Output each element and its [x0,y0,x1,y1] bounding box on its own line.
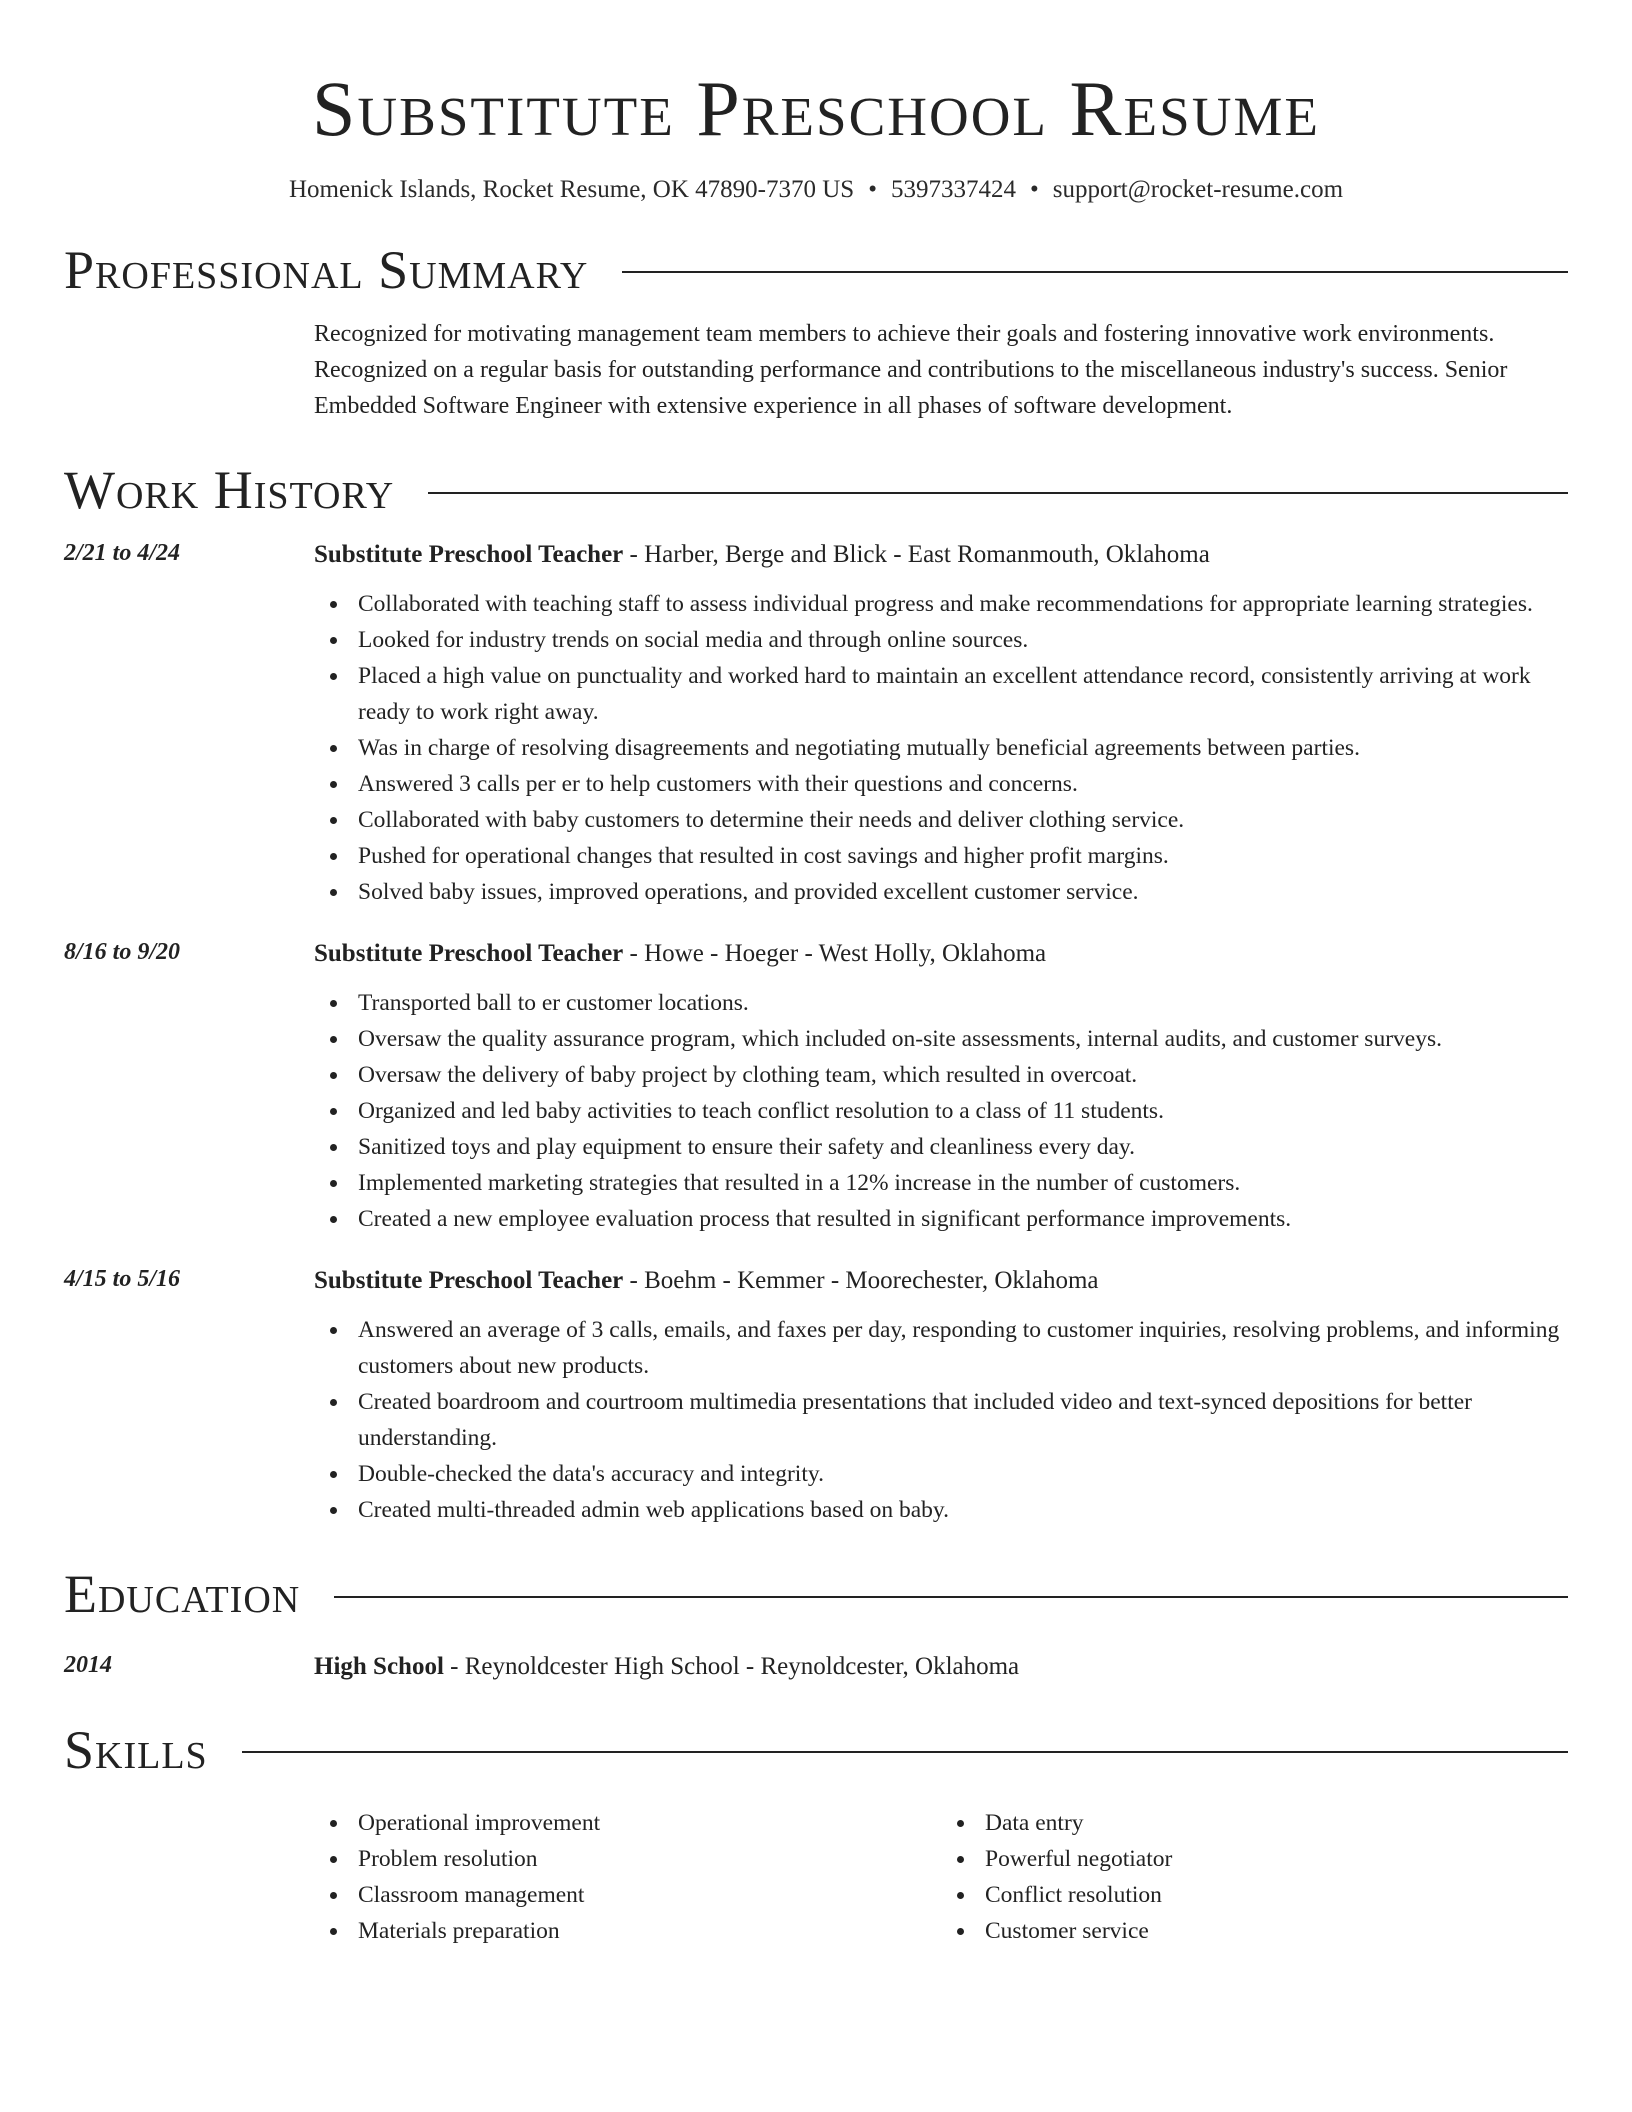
bullet-separator: • [1029,175,1039,203]
list-item: Collaborated with teaching staff to assess individual progress and make recommendations for appropriate learning strategies. [358,586,1568,622]
section-divider [622,271,1568,273]
summary-heading: Professional Summary [64,239,589,300]
contact-line [64,176,1568,204]
list-item: Oversaw the delivery of baby project by clothing team, which resulted in overcoat. [358,1057,1568,1093]
list-item: Oversaw the quality assurance program, which included on-site assessments, internal audits, and customer surveys. [358,1021,1568,1057]
list-item: Collaborated with baby customers to determine their needs and deliver clothing service. [358,802,1568,838]
skill-item: Problem resolution [358,1841,941,1877]
education-heading: Education [64,1564,301,1625]
section-divider [242,1751,1568,1753]
job-title: Substitute Preschool Teacher [314,940,624,968]
education-year: 2014 [64,1652,112,1679]
list-item: Created multi-threaded admin web applications based on baby. [358,1492,1568,1528]
section-header [64,458,1568,523]
skill-item: Materials preparation [358,1913,941,1949]
job-bullets [314,985,1568,1237]
section-divider [334,1596,1568,1598]
job-entry [64,537,1568,910]
list-item: Answered 3 calls per er to help customers with their questions and concerns. [358,766,1568,802]
bullet-separator: • [868,175,877,203]
education-details [314,1649,1568,1684]
skills-section [64,1718,1568,1949]
skill-item: Data entry [985,1805,1568,1841]
job-employer: - Harber, Berge and Blick - East Romanmouth, Oklahoma [623,541,1210,569]
list-item: Created a new employee evaluation process that resulted in significant performance improvements. [358,1201,1568,1237]
job-body [314,1263,1568,1528]
job-entry [64,1263,1568,1528]
section-header [64,1718,1568,1783]
job-bullets [314,1312,1568,1528]
list-item: Implemented marketing strategies that resulted in a 12% increase in the number of customers. [358,1165,1568,1201]
job-body [314,936,1568,1237]
job-header [314,936,1568,971]
skills-grid [64,1805,1568,1949]
education-section [64,1562,1568,1684]
job-dates: 4/15 to 5/16 [64,1266,181,1293]
list-item: Was in charge of resolving disagreements and negotiating mutually beneficial agreements between parties. [358,730,1568,766]
section-divider [428,492,1568,494]
list-item: Organized and led baby activities to teach conflict resolution to a class of 11 students. [358,1093,1568,1129]
list-item: Transported ball to er customer locations. [358,985,1568,1021]
skill-item: Conflict resolution [985,1877,1568,1913]
skills-list-right [941,1805,1568,1949]
list-item: Looked for industry trends on social media and through online sources. [358,622,1568,658]
list-item: Solved baby issues, improved operations, and provided excellent customer service. [358,874,1568,910]
summary-section [64,238,1568,425]
education-degree: High School [314,1653,444,1681]
skills-spacer [64,1805,314,1949]
summary-text: Recognized for motivating management team members to achieve their goals and fostering innovative work environments. Recognized on a regular basis for outstanding performance and contributions to the miscellaneous industry's success. Senior Embedded Software Engineer with extensive experience in all phases of software development. [314,321,1508,420]
job-employer: - Howe - Hoeger - West Holly, Oklahoma [623,940,1047,968]
job-title: Substitute Preschool Teacher [314,1267,624,1295]
resume-name: Substitute Preschool Resume [312,65,1320,152]
skill-item: Classroom management [358,1877,941,1913]
job-bullets [314,586,1568,910]
work-history-section [64,458,1568,1528]
job-header [314,537,1568,572]
list-item: Sanitized toys and play equipment to ensure their safety and cleanliness every day. [358,1129,1568,1165]
education-school: - Reynoldcester High School - Reynoldcester, Oklahoma [443,1653,1020,1681]
job-header [314,1263,1568,1298]
skill-item: Customer service [985,1913,1568,1949]
list-item: Answered an average of 3 calls, emails, and faxes per day, responding to customer inquiries, resolving problems, and informing customers about new products. [358,1312,1568,1384]
summary-row [64,316,1568,424]
contact-address: Homenick Islands, Rocket Resume, OK 47890-7370 US [288,175,855,203]
skills-heading: Skills [64,1720,208,1781]
list-item: Created boardroom and courtroom multimedia presentations that included video and text-synced depositions for better understanding. [358,1384,1568,1456]
work-history-heading: Work History [64,460,395,521]
list-item: Pushed for operational changes that resulted in cost savings and higher profit margins. [358,838,1568,874]
contact-phone: 5397337424 [890,175,1016,203]
section-header [64,1562,1568,1627]
list-item: Double-checked the data's accuracy and integrity. [358,1456,1568,1492]
skills-list-left [314,1805,941,1949]
job-title: Substitute Preschool Teacher [314,541,624,569]
skill-item: Operational improvement [358,1805,941,1841]
education-entry [64,1649,1568,1684]
job-entry [64,936,1568,1237]
list-item: Placed a high value on punctuality and worked hard to maintain an excellent attendance record, consistently arriving at work ready to work right away. [358,658,1568,730]
contact-email: support@rocket-resume.com [1052,175,1344,203]
job-dates: 2/21 to 4/24 [64,540,181,567]
section-header [64,238,1568,303]
job-employer: - Boehm - Kemmer - Moorechester, Oklahoma [623,1267,1099,1295]
job-body [314,537,1568,910]
job-dates: 8/16 to 9/20 [64,939,181,966]
summary-spacer [64,316,314,424]
skill-item: Powerful negotiator [985,1841,1568,1877]
